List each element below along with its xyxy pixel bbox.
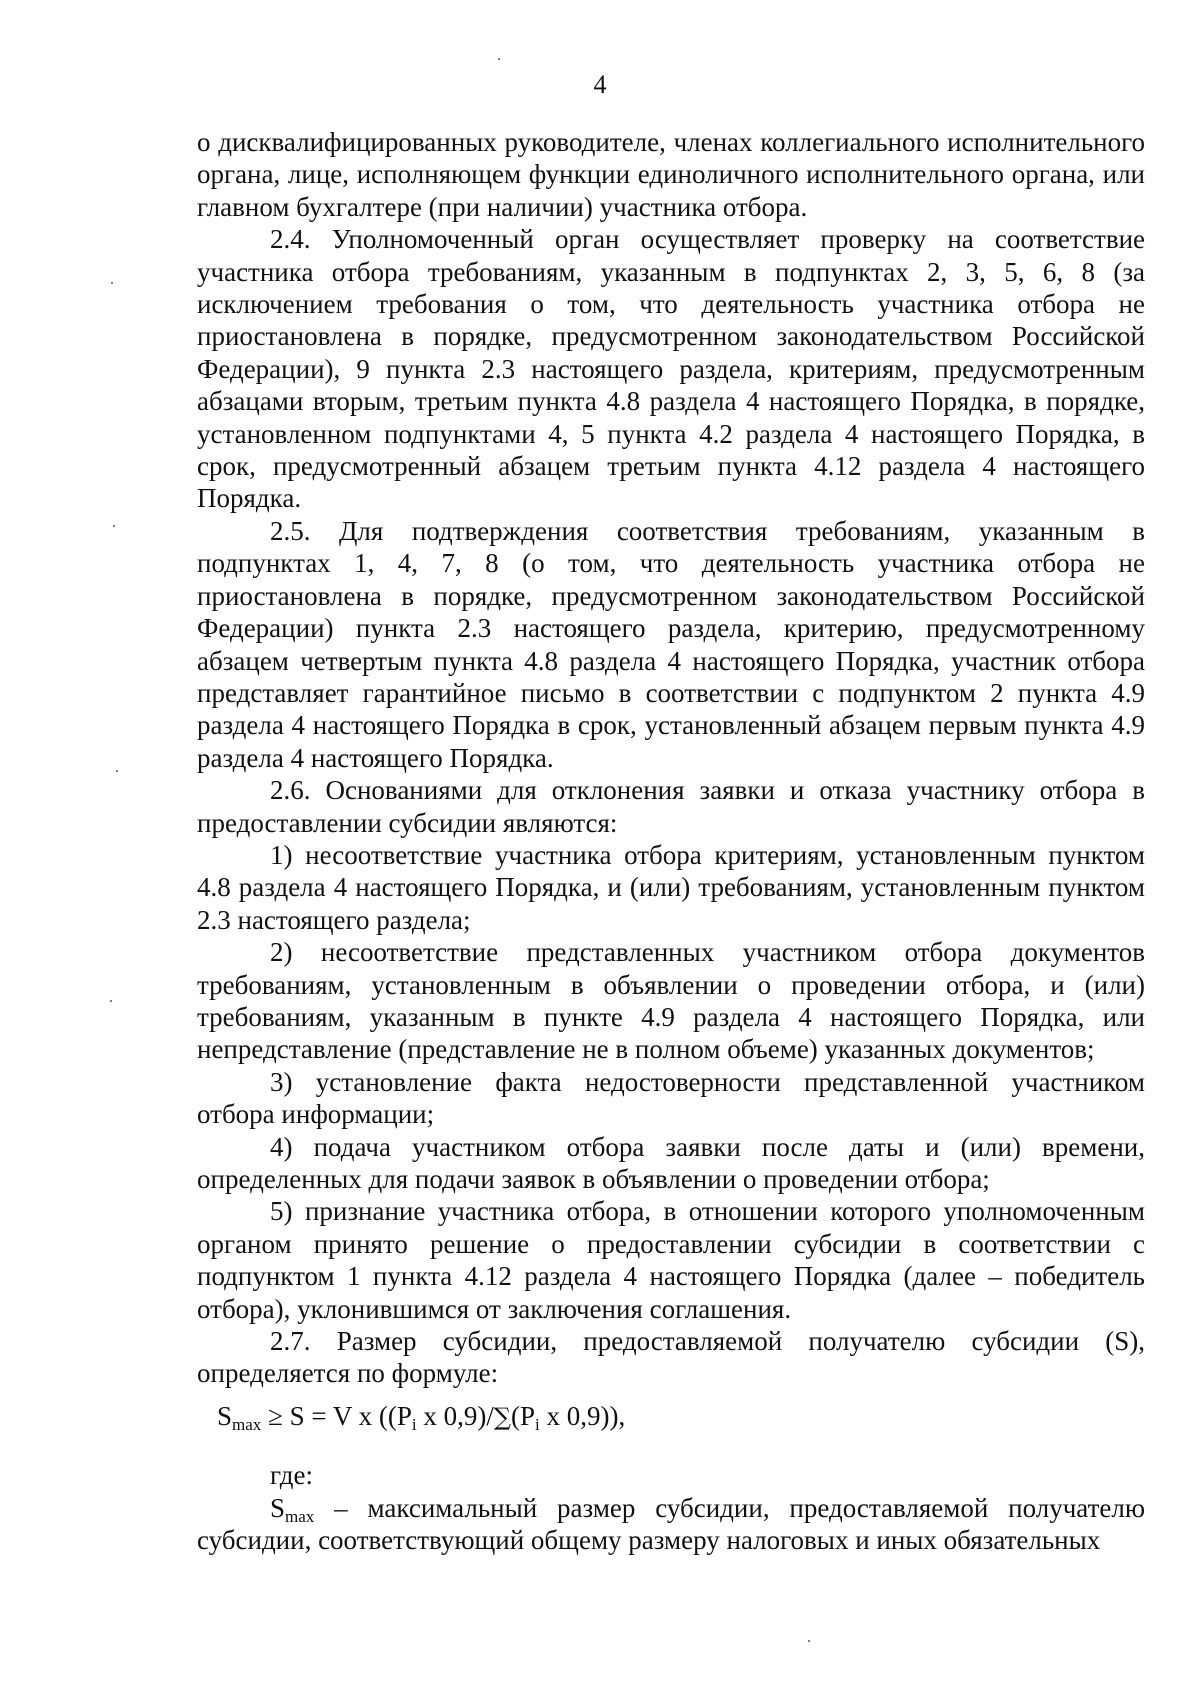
smax-definition: $S_{max}$ – максимальный размер субсидии, предоставляемой получателю субсидии, соответствующий общему размеру налоговых и иных обязательных <box>197 1492 1145 1556</box>
paragraph-continuation: о дисквалифицированных руководителе, членах коллегиального исполнительного органа, лице, исполняющем функции единоличного исполнительного органа, или главном бухгалтере (при наличии) участника отбора. <box>197 127 1145 222</box>
list-item-5: 5) признание участника отбора, в отношении которого уполномоченным органом принято решение о предоставлении субсидии в соответствии с подпунктом 1 пункта 4.12 раздела 4 настоящего Порядка (далее – победитель отбора), уклонившимся от заключения соглашения. <box>197 1196 1145 1324</box>
document-body <box>197 126 1145 1556</box>
where-label: где: <box>270 1460 313 1491</box>
list-item-3: 3) установление факта недостоверности представленной участником отбора информации; <box>197 1066 1145 1130</box>
paragraph-2-6: 2.6. Основаниями для отклонения заявки и отказа участнику отбора в предоставлении субсидии являются: <box>197 775 1145 838</box>
scan-speck <box>113 525 115 527</box>
scan-speck <box>111 282 113 284</box>
scan-speck <box>498 58 500 60</box>
scan-speck <box>808 1640 810 1642</box>
page-number: 4 <box>593 70 607 99</box>
list-item-1: 1) несоответствие участника отбора критериям, установленным пунктом 4.8 раздела 4 настоящего Порядка, и (или) требованиям, установленным пунктом 2.3 настоящего раздела; <box>197 839 1145 935</box>
list-item-4: 4) подача участником отбора заявки после даты и (или) времени, определенных для подачи заявок в объявлении о проведении отбора; <box>197 1131 1145 1194</box>
paragraph-2-7: 2.7. Размер субсидии, предоставляемой получателю субсидии (S), определяется по формуле: <box>197 1326 1145 1389</box>
scan-speck <box>116 770 118 772</box>
paragraph-2-5: 2.5. Для подтверждения соответствия требованиям, указанным в подпунктах 1, 4, 7, 8 (о том, что деятельность участника отбора не приостановлена в порядке, предусмотренном законодательством Российской Федерации) пункта 2.3 настоящего раздела, критерию, предусмотренному абзацем четвертым пункта 4.8 раздела 4 настоящего Порядка, участник отбора представляет гарантийное письмо в соответствии с подпунктом 2 пункта 4.9 раздела 4 настоящего Порядка в срок, установленный абзацем первым пункта 4.9 раздела 4 настоящего Порядка. <box>197 515 1145 773</box>
list-item-2: 2) несоответствие представленных участником отбора документов требованиям, установленным в объявлении о проведении отбора, и (или) требованиям, указанным в пункте 4.9 раздела 4 настоящего Порядка, или непредставление (представление не в полном объеме) указанных документов; <box>197 937 1145 1065</box>
paragraph-2-4: 2.4. Уполномоченный орган осуществляет проверку на соответствие участника отбора требованиям, указанным в подпунктах 2, 3, 5, 6, 8 (за исключением требования о том, что деятельность участника отбора не приостановлена в порядке, предусмотренном законодательством Российской Федерации), 9 пункта 2.3 настоящего раздела, критериям, предусмотренным абзацами вторым, третьим пункта 4.8 раздела 4 настоящего Порядка, в порядке, установленном подпунктами 4, 5 пункта 4.2 раздела 4 настоящего Порядка, в срок, предусмотренный абзацем третьим пункта 4.12 раздела 4 настоящего Порядка. <box>197 224 1145 514</box>
subsidy-formula: $S_{max} \ge S = V$ x (($P_i$ x $0,9)/\sum(P_i$ x 0,9)), <box>217 1400 626 1434</box>
scan-speck <box>110 1000 112 1002</box>
